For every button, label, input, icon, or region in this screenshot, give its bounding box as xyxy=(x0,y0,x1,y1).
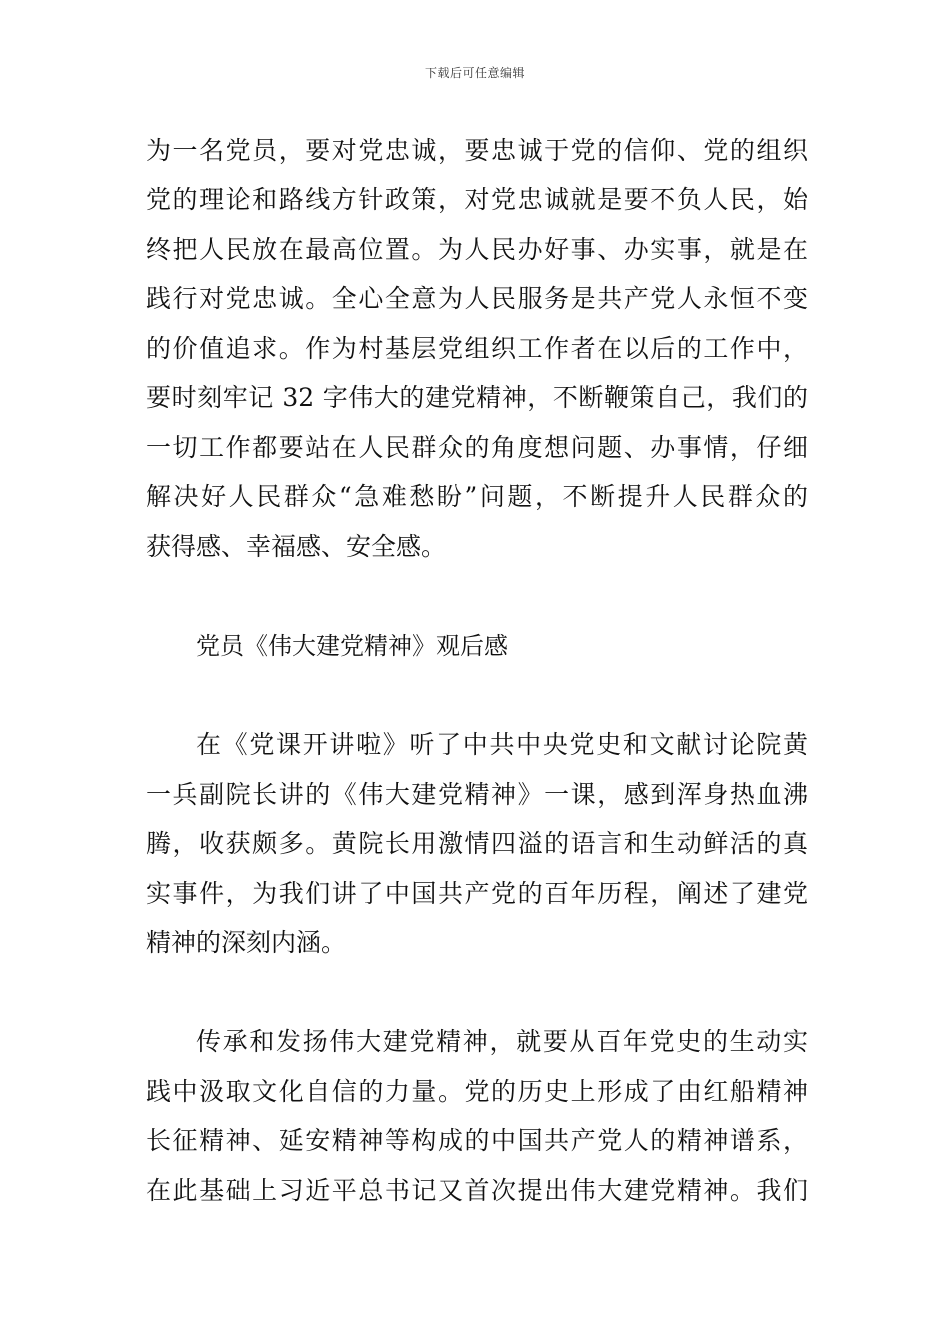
article-title: 党员《伟大建党精神》观后感 xyxy=(196,632,508,660)
text-line: 获得感、幸福感、安全感。 xyxy=(146,532,447,561)
text-line: 一切工作都要站在人民群众的角度想问题、办事情，仔细 xyxy=(146,433,808,462)
text-line: 腾，收获颇多。黄院长用激情四溢的语言和生动鲜活的真 xyxy=(146,829,808,858)
text-line: 要时刻牢记 32 字伟大的建党精神，不断鞭策自己，我们的 xyxy=(146,383,808,412)
text-line: 终把人民放在最高位置。为人民办好事、办实事，就是在 xyxy=(146,235,808,264)
text-line: 传承和发扬伟大建党精神，就要从百年党史的生动实 xyxy=(196,1027,808,1056)
text-line: 践中汲取文化自信的力量。党的历史上形成了由红船精神 xyxy=(146,1077,808,1106)
text-line: 长征精神、延安精神等构成的中国共产党人的精神谱系， xyxy=(146,1126,808,1155)
text-line: 的价值追求。作为村基层党组织工作者在以后的工作中， xyxy=(146,334,808,363)
text-line: 一兵副院长讲的《伟大建党精神》一课，感到浑身热血沸 xyxy=(146,780,808,809)
text-line: 为一名党员，要对党忠诚，要忠诚于党的信仰、党的组织 xyxy=(146,136,808,165)
text-line: 解决好人民群众“急难愁盼”问题，不断提升人民群众的 xyxy=(146,482,808,511)
page-header-note: 下载后可任意编辑 xyxy=(424,66,525,80)
text-line: 实事件，为我们讲了中国共产党的百年历程，阐述了建党 xyxy=(146,879,808,908)
text-line: 在《党课开讲啦》听了中共中央党史和文献讨论院黄 xyxy=(196,730,808,759)
text-line: 党的理论和路线方针政策，对党忠诚就是要不负人民，始 xyxy=(146,185,808,214)
text-line: 在此基础上习近平总书记又首次提出伟大建党精神。我们 xyxy=(146,1176,808,1205)
text-line: 践行对党忠诚。全心全意为人民服务是共产党人永恒不变 xyxy=(146,284,808,313)
text-line: 精神的深刻内涵。 xyxy=(146,928,347,957)
